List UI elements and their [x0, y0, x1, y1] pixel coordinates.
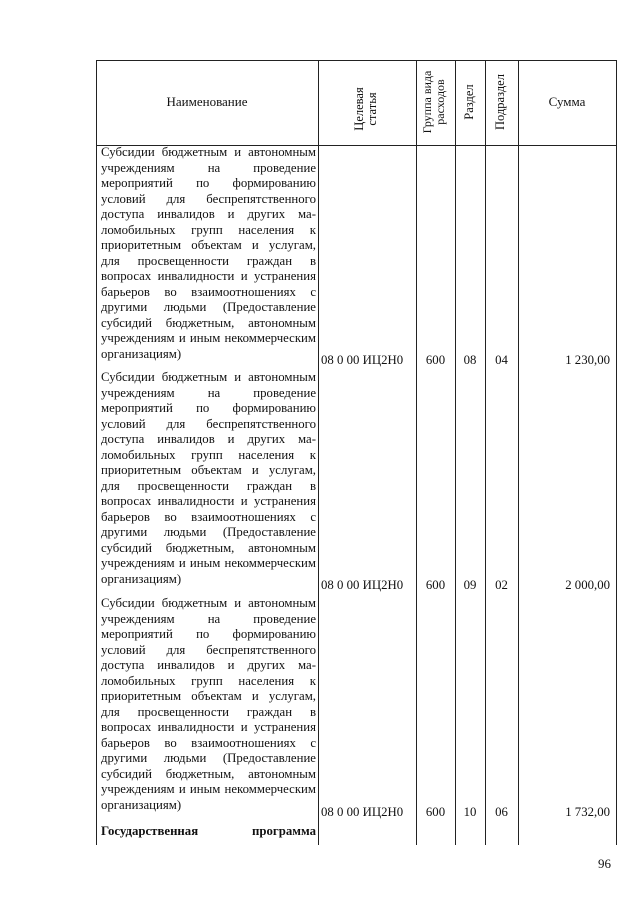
row-2-name: Субсидии бюджетным и автономным учреждениям на проведение мероприятий по формированию условий для беспрепятственного доступа инвалидов и других маломобильных групп населения к приоритетным объектам и услугам, для просвещенности граждан в вопросах инвалидности и устранения барьеров во взаимоотношениях с другими людьми (Предоставление субсидий бюджетным, автономным учреждениям и иным некоммерческим организациям) [101, 370, 316, 586]
row-2-section: 09 [463, 578, 477, 592]
row-3-expense-group: 600 [425, 805, 446, 819]
row-2-subsection: 02 [495, 578, 508, 592]
col-border-left [96, 60, 97, 845]
col-border-section [485, 60, 486, 845]
col-border-group [455, 60, 456, 845]
row-1-sum: 1 230,00 [565, 353, 610, 367]
header-name: Наименование [166, 94, 248, 109]
row-1-target-article: 08 0 00 ИЦ2Н0 [321, 353, 404, 367]
row-2-expense-group: 600 [425, 578, 446, 592]
row-3-target-article: 08 0 00 ИЦ2Н0 [321, 805, 404, 819]
row-1-subsection: 04 [495, 353, 508, 367]
col-border-subsection [518, 60, 519, 845]
col-border-right [616, 60, 617, 845]
col-border-name [318, 60, 319, 845]
row-1-expense-group: 600 [425, 353, 446, 367]
row-2-sum: 2 000,00 [565, 578, 610, 592]
col-border-article [416, 60, 417, 845]
row-1-name: Субсидии бюджетным и автономным учреждениям на проведение мероприятий по формированию условий для беспрепятственного доступа инвалидов и других маломобильных групп населения к приоритетным объектам и услугам, для просвещенности граждан в вопросах инвалидности и устранения барьеров во взаимоотношениях с другими людьми (Предоставление субсидий бюджетным, автономным учреждениям и иным некоммерческим организациям) [101, 145, 316, 361]
page-number: 96 [598, 856, 611, 871]
header-sum: Сумма [548, 94, 586, 109]
header-section: Раздел [462, 84, 476, 120]
row-3-section: 10 [463, 805, 477, 819]
row-1-section: 08 [463, 353, 477, 367]
header-expense-group: Группа вида расходов [420, 70, 447, 134]
row-3-name: Субсидии бюджетным и автономным учреждениям на проведение мероприятий по формированию условий для беспрепятственного доступа инвалидов и других маломобильных групп населения к приоритетным объектам и услугам, для просвещенности граждан в вопросах инвалидности и устранения барьеров во взаимоотношениях с другими людьми (Предоставление субсидий бюджетным, автономным учреждениям и иным некоммерческим организациям) [101, 596, 316, 812]
trailing-row-name: Государственная программа [101, 824, 316, 838]
header-subsection: Подраздел [493, 74, 507, 130]
header-target-article: Целевая статья [352, 87, 379, 131]
row-3-subsection: 06 [495, 805, 508, 819]
row-3-sum: 1 732,00 [565, 805, 610, 819]
table-top-border [96, 60, 617, 61]
row-2-target-article: 08 0 00 ИЦ2Н0 [321, 578, 404, 592]
